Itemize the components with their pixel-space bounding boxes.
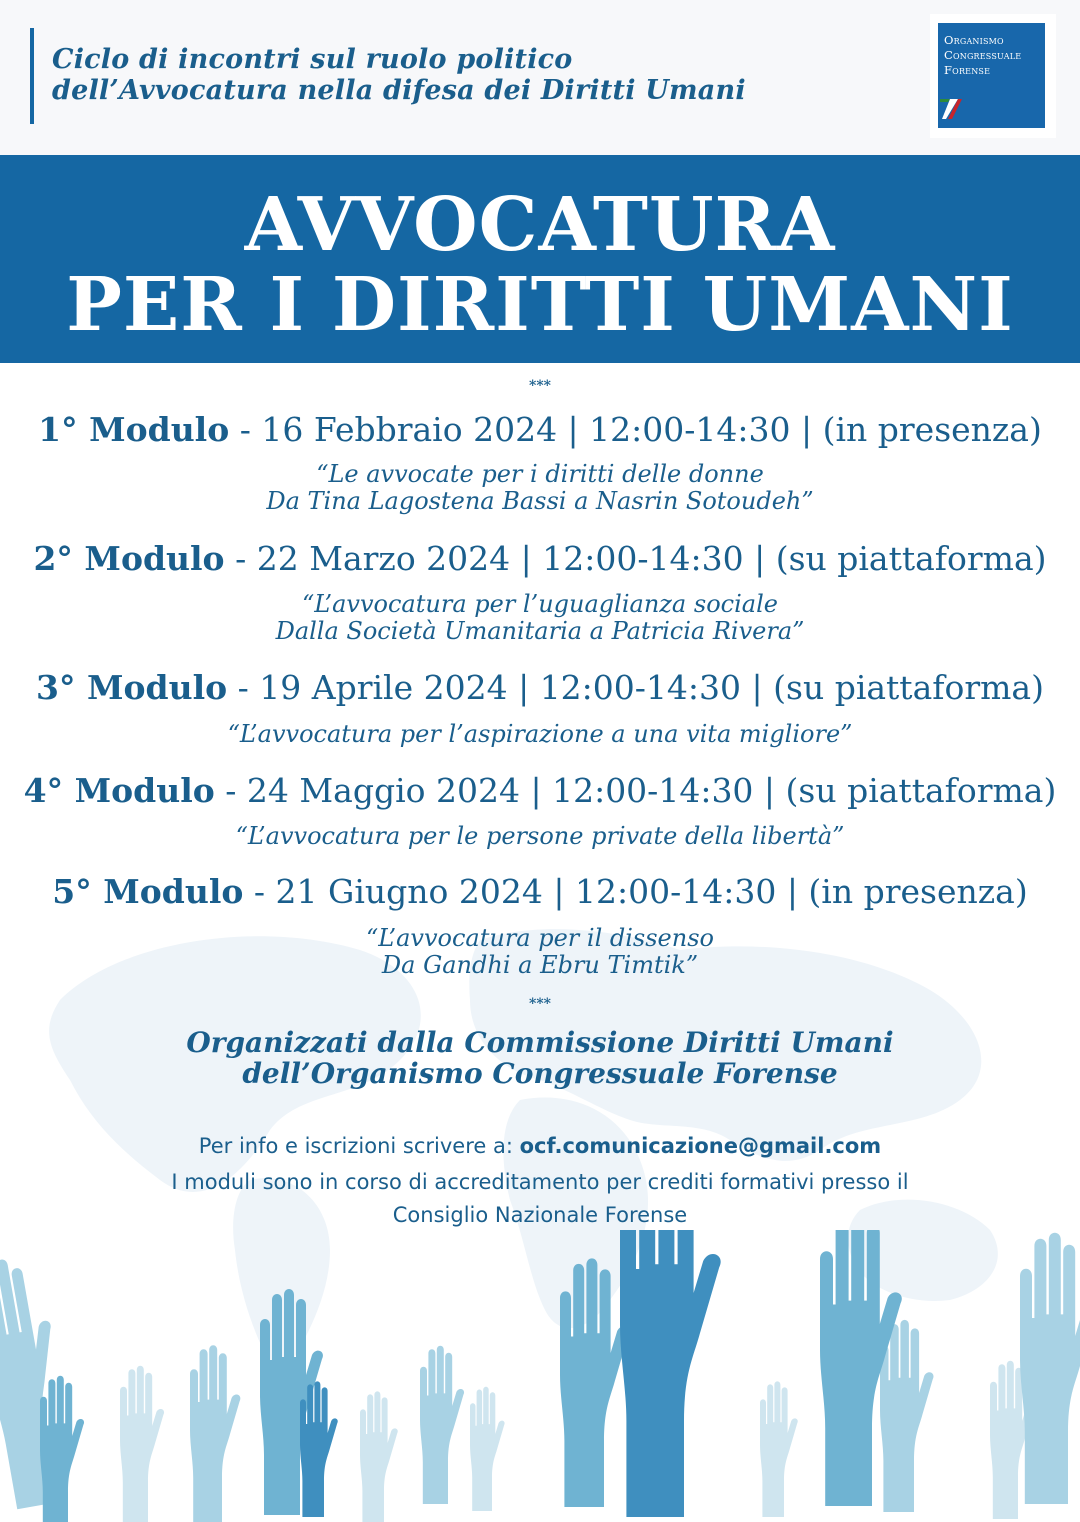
contact-prefix: Per info e iscrizioni scrivere a:: [198, 1134, 520, 1158]
module-5-heading: [0, 873, 1080, 911]
module-1-heading: [0, 411, 1080, 449]
module-4-details: - 24 Maggio 2024 | 12:00-14:30 | (su piattaforma): [214, 771, 1057, 810]
ocf-logo: [938, 23, 1045, 128]
title-banner: [0, 155, 1080, 363]
module-3-label: 3° Modulo: [36, 668, 228, 707]
logo-line-3: Forense: [944, 63, 991, 77]
separator-bottom: ***: [529, 996, 551, 1012]
main-title-line-1: AVVOCATURA: [244, 182, 836, 268]
module-2-heading: [0, 540, 1080, 578]
logo-text: [944, 33, 1021, 78]
module-2-title-line-1: “L’avvocatura per l’uguaglianza sociale: [302, 590, 778, 618]
logo-line-1: Organismo: [944, 33, 1004, 47]
contact-email[interactable]: ocf.comunicazione@gmail.com: [519, 1134, 882, 1158]
module-3-heading: [0, 669, 1080, 707]
logo-line-2: Congressuale: [944, 48, 1022, 62]
subtitle-line-1: Ciclo di incontri sul ruolo politico: [52, 44, 573, 75]
module-3-title-line-1: “L’avvocatura per l’aspirazione a una vita migliore”: [227, 720, 853, 748]
module-1-title-line-2: Da Tina Lagostena Bassi a Nasrin Sotoudeh”: [266, 487, 814, 515]
subtitle-accent-bar: [30, 28, 34, 124]
module-3-title: [0, 721, 1080, 748]
module-2-details: - 22 Marzo 2024 | 12:00-14:30 | (su piattaforma): [224, 539, 1047, 578]
subtitle-line-2: dell’Avvocatura nella difesa dei Diritti Umani: [52, 75, 746, 106]
module-5-label: 5° Modulo: [52, 872, 244, 911]
credits-line-1: I moduli sono in corso di accreditamento per crediti formativi presso il: [171, 1170, 909, 1194]
module-4-heading: [0, 772, 1080, 810]
module-2-title: [0, 591, 1080, 645]
module-4-title-line-1: “L’avvocatura per le persone private della libertà”: [235, 822, 845, 850]
organizer-note: [0, 1027, 1080, 1089]
module-1-details: - 16 Febbraio 2024 | 12:00-14:30 | (in presenza): [229, 410, 1042, 449]
main-title-line-2: PER I DIRITTI UMANI: [66, 262, 1014, 348]
series-subtitle: [52, 44, 746, 106]
module-5-details: - 21 Giugno 2024 | 12:00-14:30 | (in presenza): [243, 872, 1028, 911]
organizer-line-1: Organizzati dalla Commissione Diritti Umani: [186, 1026, 894, 1059]
module-5-title: [0, 925, 1080, 979]
organizer-line-2: dell’Organismo Congressuale Forense: [242, 1057, 838, 1090]
module-5-title-line-2: Da Gandhi a Ebru Timtik”: [381, 951, 699, 979]
module-1-title: [0, 461, 1080, 515]
raised-hands-illustration: [0, 1230, 1080, 1522]
module-2-title-line-2: Dalla Società Umanitaria a Patricia Rivera”: [275, 617, 805, 645]
credits-line-2: Consiglio Nazionale Forense: [392, 1203, 688, 1227]
flag-arrow-icon: [938, 95, 964, 121]
module-1-title-line-1: “Le avvocate per i diritti delle donne: [316, 460, 764, 488]
module-5-title-line-1: “L’avvocatura per il dissenso: [366, 924, 714, 952]
module-4-label: 4° Modulo: [23, 771, 215, 810]
module-4-title: [0, 823, 1080, 850]
main-title: [0, 182, 1080, 348]
separator-top: ***: [529, 378, 551, 394]
contact-line: [0, 1131, 1080, 1161]
module-1-label: 1° Modulo: [38, 410, 230, 449]
module-2-label: 2° Modulo: [33, 539, 225, 578]
module-3-details: - 19 Aprile 2024 | 12:00-14:30 | (su piattaforma): [227, 668, 1044, 707]
